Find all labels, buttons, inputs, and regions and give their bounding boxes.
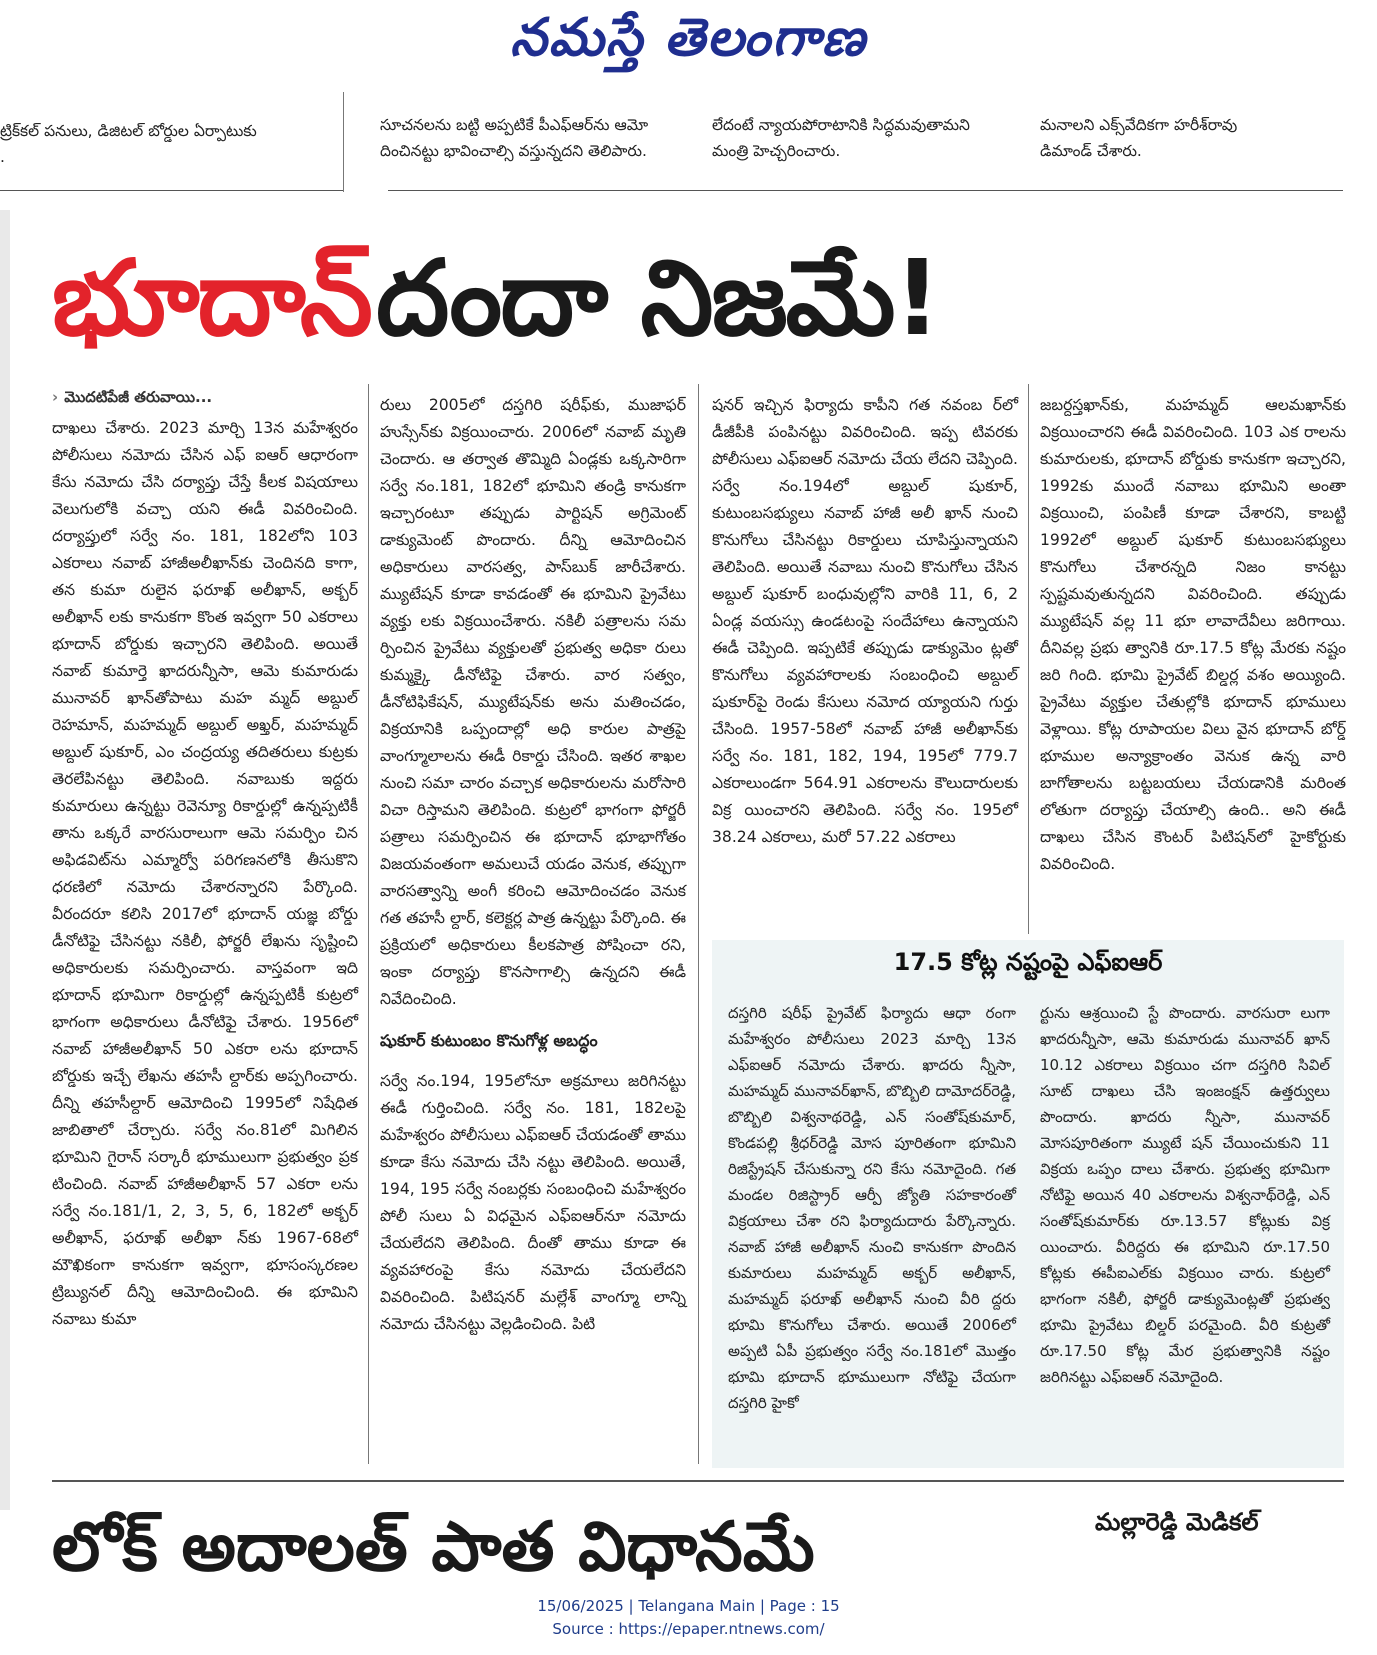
footer-date-line: 15/06/2025 | Telangana Main | Page : 15: [537, 1597, 840, 1615]
left-margin-bar: [0, 210, 10, 1510]
article-text: రులు 2005లో దస్తగిరి షరీఫ్‌కు, ముజాఫర్ హుస్సేన్‌కు విక్రయించారు. 2006లో నవాబ్ మృతి చెందారు. ఆ తర్వాత తొమ్మిది ఏండ్లకు ఒక్కసారిగా సర్వే నం.181, 182లో భూమిని తండ్రి కానుకగా ఇచ్చారంటూ తప్పుడు పార్టిషన్ అగ్రిమెంట్ డాక్యుమెంట్ పొందారు. దీన్ని ఆమోదించిన అధికారులు వారసత్వ, పాస్‌బుక్ జారీచేశారు. మ్యుటేషన్ కూడా కావడంతో ఈ భూమిని ప్రైవేటు వ్యక్తు లకు విక్రయించేశారు. నకిలీ పత్రాలను సమ ర్పించిన ప్రైవేటు వ్యక్తులతో ప్రభుత్వ అధికా రులు కుమ్మక్కై డీనోటిఫై చేశారు. వార సత్వం, డీనోటిఫికేషన్, మ్యుటేషన్‌కు అను మతించడం, విక్రయానికి ఒప్పందాల్లో అధి కారుల పాత్రపై వాంగ్మూలాలను ఈడీ రికార్డు చేసింది. ఇతర శాఖల నుంచి సమా చారం వచ్చాక అధికారులను మరోసారి విచా రిస్తామని తెలిపింది. కుట్రలో భాగంగా ఫోర్జరీ పత్రాలు సమర్పించిన ఈ భూదాన్ భూభాగోతం విజయవంతంగా అమలుచే యడం వెనుక, తప్పుగా వారసత్వాన్ని అంగీ కరించి ఆమోదించడం వెనుక గత తహసీ ల్దార్, కలెక్టర్ల పాత్ర ఉన్నట్టు పేర్కొంది. ఈ ప్రక్రియలో అధికారులు కీలకపాత్ర పోషించా రని, ఇంకా దర్యాప్తు కొనసాగాల్సి ఉన్నదని ఈడీ నివేదించింది.: [380, 396, 686, 1008]
continued-label: › మొదటిపేజీ తరువాయి...: [52, 388, 213, 406]
top-strip-text: .: [0, 148, 5, 166]
divider: [52, 1480, 1344, 1482]
side-article-headline: మల్లారెడ్డి మెడికల్: [1095, 1508, 1259, 1536]
article-column-1: [52, 384, 358, 1333]
article-text: షనర్ ఇచ్చిన ఫిర్యాదు కాపీని గత నవంబ ర్‌లో డీజీపీకి పంపినట్టు వివరించింది. ఇప్ప టివరకు పోలీసులు ఎఫ్ఐఆర్ నమోదు చేయ లేదని చెప్పింది. సర్వే నం.194లో అబ్దుల్ షుకూర్, కుటుంబసభ్యులు నవాబ్ హాజీ అలీ ఖాన్ నుంచి కొనుగోలు చేసినట్టు రికార్డులు చూపిస్తున్నాయని తెలిపింది. అయితే నవాబు నుంచి కొనుగోలు చేసిన అబ్దుల్ షుకూర్ బంధువుల్లోని వారికి 11, 6, 2 ఏండ్ల వయస్సు ఉండటంపై సందేహాలు ఉన్నాయని ఈడీ చెప్పింది. ఇప్పటికే తప్పుడు డాక్యుమెం ట్లతో కొనుగోలు వ్యవహారాలకు సంబంధించి అబ్దుల్ షుకూర్‌పై రెండు కేసులు నమోద య్యాయని గుర్తు చేసింది. 1957-58లో నవాబ్ హాజీ అలీఖాన్‌కు సర్వే నం. 181, 182, 194, 195లో 779.7 ఎకరాలుండగా 564.91 ఎకరాలను కౌలుదారులకు విక్ర యించారని తెలిపింది. సర్వే నం. 195లో 38.24 ఎకరాలు, మరో 57.22 ఎకరాలు: [712, 396, 1018, 846]
box-title: 17.5 కోట్ల నష్టంపై ఎఫ్ఐఆర్: [893, 948, 1163, 976]
top-strip-text: దించినట్టు భావించాల్సి వస్తున్నదని తెలిపారు.: [380, 142, 647, 160]
chevron-right-icon: ›: [52, 388, 59, 406]
article-text: సర్వే నం.194, 195లోనూ అక్రమాలు జరిగినట్టు ఈడీ గుర్తించింది. సర్వే నం. 181, 182లపై మహేశ్వరం పోలీసులు ఎఫ్ఐఆర్ చేయడంతో తాము కూడా కేసు నమోదు చేసి నట్టు తెలిపింది. అయితే, 194, 195 సర్వే నంబర్లకు సంబంధించి మహేశ్వరం పోలీ సులు ఏ విధమైన ఎఫ్ఐఆర్‌నూ నమోదు చేయలేదని తెలిపింది. దీంతో తాము కూడా ఈ వ్యవహారంపై కేసు నమోదు చేయలేదని వివరించింది. పిటిషనర్ మల్లేశ్ వాంగ్మూ లాన్ని నమోదు చేసినట్టు వెల్లడించింది. పిటి: [380, 1072, 686, 1333]
top-strip-col-3: [712, 92, 1012, 192]
newspaper-title: నమస్తే తెలంగాణ: [510, 8, 867, 68]
top-strip-text: డిమాండ్ చేశారు.: [1040, 142, 1142, 160]
box-column-2: [1040, 1000, 1330, 1390]
box-text: ర్టును ఆశ్రయించి స్టే పొందారు. వారసురా లుగా ఖాదరున్నీసా, ఆమె కుమారుడు మునావర్ ఖాన్ 10.12 ఎకరాలు విక్రయిం చగా దస్తగిరి సివిల్ సూట్ దాఖలు చేసి ఇంజంక్షన్ ఉత్తర్వులు పొందారు. ఖాదరు న్నీసా, మునావర్ మోసపూరితంగా మ్యుటే షన్ చేయించుకుని 11 విక్రయ ఒప్పం దాలు చేశారు. ప్రభుత్వ భూమిగా నోటిఫై అయిన 40 ఎకరాలను విశ్వనాథ్‌రెడ్డి, ఎన్ సంతోష్‌కుమార్‌కు రూ.13.57 కోట్లుకు విక్ర యించారు. వీరిద్దరు ఈ భూమిని రూ.17.50 కోట్లకు ఈపీఐఎల్‌కు విక్రయిం చారు. కుట్రలో భాగంగా నకిలీ, ఫోర్జరీ డాక్యుమెంట్లతో ప్రభుత్వ భూమి ప్రైవేటు బిల్డర్ పరమైంది. వీరి కుట్రతో రూ.17.50 కోట్ల మేర ప్రభుత్వానికి నష్టం జరిగినట్టు ఎఫ్ఐఆర్ నమోదైంది.: [1040, 1004, 1330, 1386]
box-column-1: [728, 1000, 1016, 1416]
article-column-4: [1040, 392, 1346, 878]
top-strip-text: సూచనలను బట్టి అప్పటికే పీఎఫ్‌ఆర్‌ను ఆమో: [380, 116, 649, 134]
article-column-3: [712, 392, 1018, 851]
top-strip-text: ట్రిక్‌కల్ పనులు, డిజిటల్ బోర్డుల ఏర్పాటుకు: [0, 122, 257, 140]
headline-red: భూదాన్: [52, 237, 371, 359]
top-strip-col-2: [380, 92, 690, 192]
article-column-2: [380, 392, 686, 1338]
article-text: దాఖలు చేశారు. 2023 మార్చి 13న మహేశ్వరం పోలీసులు నమోదు చేసిన ఎఫ్ ఐఆర్ ఆధారంగా కేసు నమోదు చేసి దర్యాప్తు చేస్తే కీలక విషయాలు వెలుగులోకి వచ్చా యని ఈడీ వివరించింది. దర్యాప్తులో సర్వే నం. 181, 182లోని 103 ఎకరాలు నవాబ్ హాజీఅలీఖాన్‌కు చెందినది కాగా, తన కుమా రులైన ఫరూఖ్ అలీఖాన్, అక్బర్ అలీఖాన్ లకు కానుకగా కొంత ఇవ్వగా 50 ఎకరాలు భూదాన్ బోర్డుకు ఇచ్చారని తెలిపింది. అయితే నవాబ్ కుమార్తె ఖాదరున్నీసా, ఆమె కుమారుడు మునావర్ ఖాన్‌తోపాటు మహ మ్మద్ అబ్దుల్ రెహమాన్, మహమ్మద్ అబ్దుల్ అఖ్తర్, మహమ్మద్ అబ్దుల్ షుకూర్, ఎం చంద్రయ్య తదితరులు కుట్రకు తెరలేపినట్టు తెలిపింది. నవాబుకు ఇద్దరు కుమారులు ఉన్నట్టు రెవెన్యూ రికార్డుల్లో ఉన్నప్పటికీ తాను ఒక్కరే వారసురాలుగా ఆమె సమర్పిం చిన అఫిడవిట్‌ను ఎమ్మార్వో పరిగణనలోకి తీసుకొని ధరణిలో నమోదు చేశారన్నారని పేర్కొంది. వీరందరూ కలిసి 2017లో భూదాన్ యజ్ఞ బోర్డు డీనోటిఫై చేసినట్టు నకిలీ, ఫోర్జరీ లేఖను సృష్టించి అధికారులకు సమర్పించారు. వాస్తవంగా ఇది భూదాన్ భూమిగా రికార్డుల్లో ఉన్నప్పటికీ కుట్రలో భాగంగా అధికారులు డీనోటిఫై చేశారు. 1956లో నవాబ్ హాజీఅలీఖాన్ 50 ఎకరా లను భూదాన్ బోర్డుకు ఇచ్చే లేఖను తహసీ ల్దార్‌కు అప్పగించారు. దీన్ని తహసీల్దార్ ఆమోదించి 1995లో నిషేధిత జాబితాలో చేర్చారు. సర్వే నం.81లో మిగిలిన భూమిని గైరాన్ సర్కారీ భూములుగా ప్రభుత్వం ప్రక టించింది. నవాబ్ హాజీఅలీఖాన్ 57 ఎకరా లను సర్వే నం.181/1, 2, 3, 5, 6, 182లో అక్బర్ అలీఖాన్, ఫరూఖ్ అలీఖా న్‌కు 1967-68లో మౌఖికంగా కానుకగా ఇవ్వగా, భూసంస్కరణల ట్రిబ్యునల్ దీన్ని ఆమోదించింది. ఈ భూమిని నవాబు కుమా: [52, 419, 358, 1328]
masthead: [0, 8, 1377, 78]
top-strip-text: మంత్రి హెచ్చరించారు.: [712, 142, 841, 160]
headline-black: దందా నిజమే!: [376, 237, 940, 359]
column-divider: [368, 384, 369, 1464]
top-strip-col-4: [1040, 92, 1340, 192]
footer-source-line[interactable]: Source : https://epaper.ntnews.com/: [552, 1620, 825, 1638]
column-divider: [1028, 384, 1029, 934]
box-text: దస్తగిరి షరీఫ్ ప్రైవేట్ ఫిర్యాదు ఆధా రంగా మహేశ్వరం పోలీసులు 2023 మార్చి 13న ఎఫ్ఐఆర్ నమోదు చేశారు. ఖాదరు న్నీసా, మహమ్మద్ మునావర్‌ఖాన్, బొబ్బిలి దామోదర్‌రెడ్డి, బొబ్బిలి విశ్వనాథరెడ్డి, ఎన్ సంతోష్‌కుమార్, కొండపల్లి శ్రీధర్‌రెడ్డి మోస పూరితంగా భూమిని రిజిస్ట్రేషన్ చేసుకున్నా రని కేసు నమోదైంది. గత మండల రిజిస్ట్రార్ ఆర్పీ జ్యోతి సహకారంతో విక్రయాలు చేశా రని ఫిర్యాదుదారు పేర్కొన్నారు. నవాబ్ హాజీ అలీఖాన్ నుంచి కానుకగా పొందిన కుమారులు మహమ్మద్ అక్బర్ అలీఖాన్, మహమ్మద్ ఫరూఖ్ అలీఖాన్ నుంచి వీరి ద్దరు భూమి కొనుగోలు చేశారు. అయితే 2006లో అప్పటి ఏపీ ప్రభుత్వం సర్వే నం.181లో మొత్తం భూమి భూదాన్ భూములుగా నోటిఫై చేయగా దస్తగిరి హైకో: [728, 1004, 1016, 1412]
top-strip-text: లేదంటే న్యాయపోరాటానికి సిద్ధమవుతామని: [712, 116, 970, 134]
column-divider: [343, 92, 344, 192]
subheading: షుకూర్ కుటుంబం కొనుగోళ్ల అబద్ధం: [380, 1031, 598, 1050]
divider: [388, 190, 1343, 191]
next-article-headline: లోక్ అదాలత్ పాత విధానమే: [52, 1508, 815, 1587]
top-strip-col-1: [0, 92, 315, 192]
top-strip: [0, 92, 1377, 192]
divider: [0, 190, 343, 191]
top-strip-text: మనాలని ఎక్స్‌వేదికగా హరీశ్‌రావు: [1040, 116, 1238, 134]
main-headline: [52, 228, 1352, 368]
column-divider: [698, 384, 699, 1464]
article-text: జబర్దస్తఖాన్‌కు, మహమ్మద్ ఆలమఖాన్‌కు విక్రయించారని ఈడీ వివరించింది. 103 ఎక రాలను కుమారులకు, భూదాన్ బోర్డుకు కానుకగా ఇచ్చారని, 1992కు ముందే నవాబు భూమిని అంతా విక్రయించి, పంపిణీ కూడా చేశారని, కాబట్టి 1992లో అబ్దుల్ షుకూర్ కుటుంబసభ్యులు కొనుగోలు చేశారన్నది నిజం కానట్టు స్పష్టమవుతున్నదని వివరించింది. తప్పుడు మ్యుటేషన్ వల్ల 11 భూ లావాదేవీలు జరిగాయి. దీనివల్ల ప్రభు త్వానికి రూ.17.5 కోట్ల మేరకు నష్టం జరి గింది. భూమి ప్రైవేట్ బిల్డర్ల వశం అయ్యింది. ప్రైవేటు వ్యక్తుల చేతుల్లోకి భూదాన్ భూములు వెళ్లాయి. కోట్ల రూపాయల విలు వైన భూదాన్ బోర్డ్ భూముల అన్యాక్రాంతం వెనుక ఉన్న వారి బాగోతాలను బట్టబయలు చేయడానికి మరింత లోతుగా దర్యాప్తు చేయాల్సి ఉంది.. అని ఈడీ దాఖలు చేసిన కౌంటర్ పిటిషన్‌లో హైకోర్టుకు వివరించింది.: [1040, 396, 1346, 873]
